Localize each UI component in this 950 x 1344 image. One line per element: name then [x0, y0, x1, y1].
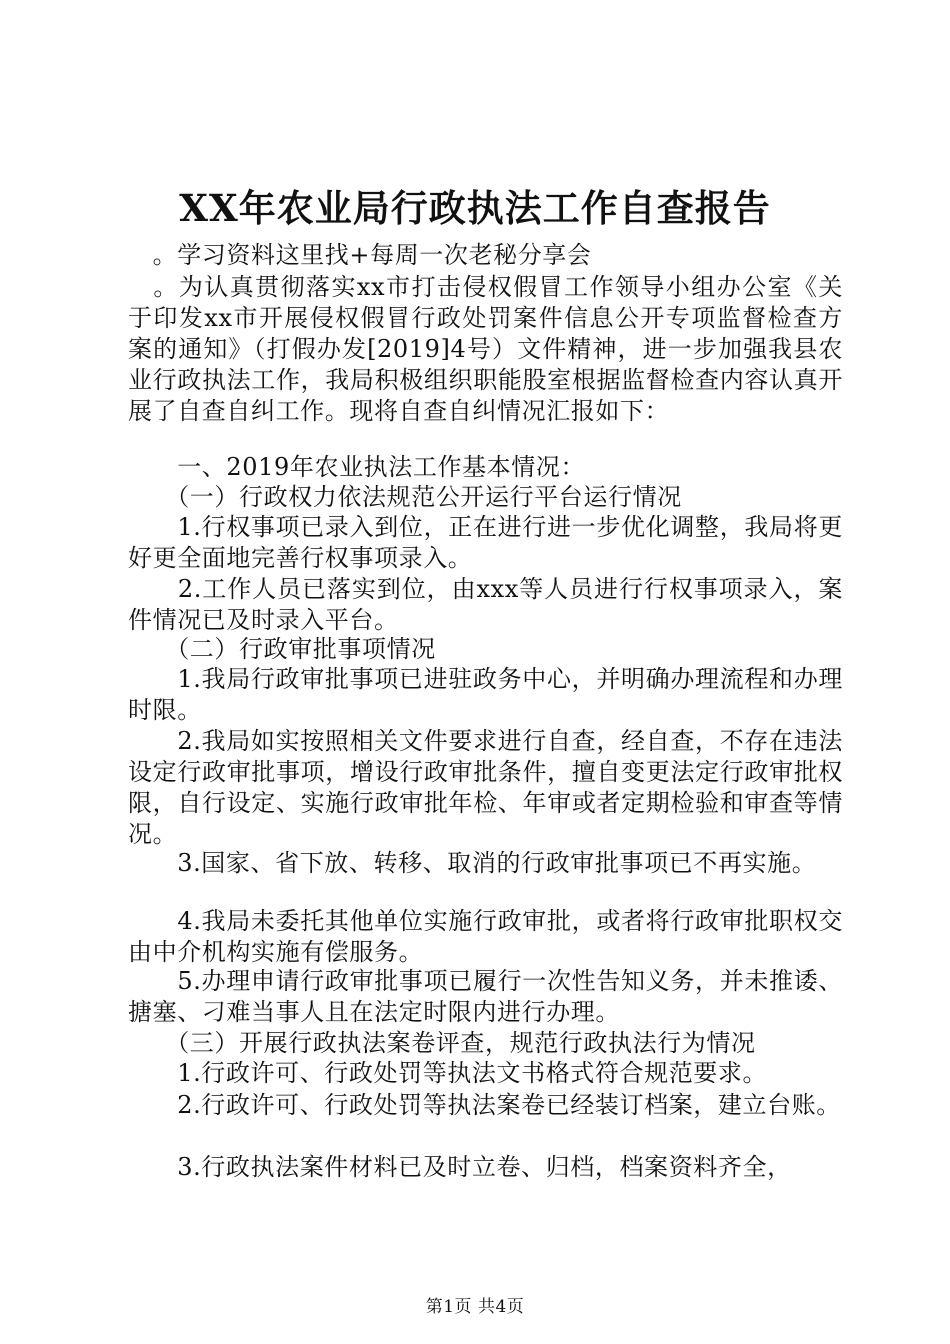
paragraph: （一）行政权力依法规范公开运行平台运行情况	[128, 483, 682, 511]
paragraph: 1.行权事项已录入到位，正在进行进一步优化调整，我局将更好更全面地完善行权事项录入。	[128, 513, 843, 572]
paragraph: （三）开展行政执法案卷评查，规范行政执法行为情况	[128, 1029, 756, 1057]
paragraph: 4.我局未委托其他单位实施行政审批，或者将行政审批职权交由中介机构实施有偿服务。	[128, 907, 843, 966]
page-footer: 第1页 共4页	[425, 1297, 525, 1317]
paragraph: 1.行政许可、行政处罚等执法文书格式符合规范要求。	[128, 1059, 768, 1087]
paragraph: 2.我局如实按照相关文件要求进行自查，经自查，不存在违法设定行政审批事项，增设行政审批条件，擅自变更法定行政审批权限，自行设定、实施行政审批年检、年审或者定期检验和审查等情况。	[128, 727, 843, 848]
paragraph: 。为认真贯彻落实xx市打击侵权假冒工作领导小组办公室《关于印发xx市开展侵权假冒行政处罚案件信息公开专项监督检查方案的通知》（打假办发[2019]4号）文件精神，进一步加强我县农业行政执法工作，我局积极组织职能股室根据监督检查内容认真开展了自查自纠工作。现将自查自纠情况汇报如下：	[128, 273, 843, 425]
paragraph: 1.我局行政审批事项已进驻政务中心，并明确办理流程和办理时限。	[128, 665, 843, 724]
paragraph: 3.国家、省下放、转移、取消的行政审批事项已不再实施。	[128, 849, 817, 877]
paragraph: 5.办理申请行政审批事项已履行一次性告知义务，并未推诿、搪塞、刁难当事人且在法定时限内进行办理。	[128, 967, 843, 1026]
paragraph: 3.行政执法案件材料已及时立卷、归档，档案资料齐全，	[128, 1153, 792, 1181]
paragraph: 2.行政许可、行政处罚等执法案卷已经装订档案，建立台账。	[128, 1091, 841, 1119]
paragraph: 一、2019年农业执法工作基本情况：	[128, 453, 586, 481]
paragraph: 。学习资料这里找+每周一次老秘分享会	[128, 241, 592, 269]
paragraph: 2.工作人员已落实到位，由xxx等人员进行行权事项录入，案件情况已及时录入平台。	[128, 575, 843, 634]
document-title: XX年农业局行政执法工作自查报告	[179, 186, 771, 230]
paragraph: （二）行政审批事项情况	[128, 635, 436, 663]
